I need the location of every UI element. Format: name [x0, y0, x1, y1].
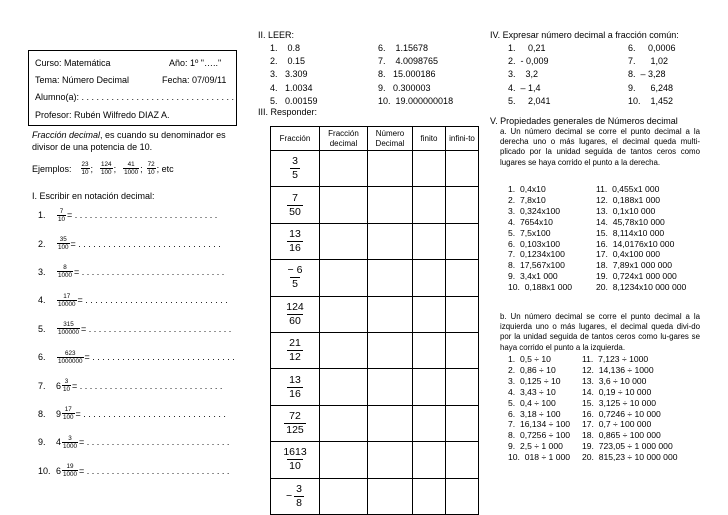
fraction-wrap — [271, 264, 319, 291]
denominator: 10 — [289, 460, 301, 473]
answer-cell[interactable] — [413, 223, 446, 259]
property-b-item: 18. 0,865 ÷ 100 000 — [582, 430, 661, 441]
numerator: 35 — [59, 236, 67, 244]
numerator: 72 — [289, 409, 301, 422]
answer-cell[interactable] — [413, 442, 446, 478]
read-item: 1. 0.8 — [270, 43, 301, 53]
denominator: 16 — [289, 387, 301, 400]
property-b-item: 12. 14,136 ÷ 1000 — [582, 364, 654, 375]
answer-cell[interactable] — [413, 296, 446, 332]
denominator: 1000 — [58, 272, 73, 280]
answer-blank: = . . . . . . . . . . . . . . . . . . . . . . . . . . . . . — [77, 295, 228, 306]
header-box — [28, 50, 237, 126]
exercise-fraction — [57, 293, 77, 308]
table-fraction — [281, 446, 308, 473]
exercise-fraction — [57, 350, 84, 365]
fraction-cell — [271, 151, 320, 187]
read-item: 6. 1.15678 — [378, 43, 429, 53]
date-label: Fecha: 07/09/11 — [162, 75, 227, 85]
table-row — [271, 478, 479, 514]
property-b-item: 10. 018 ÷ 1 000 — [508, 452, 571, 463]
table-fraction — [287, 337, 303, 364]
answer-cell[interactable] — [320, 478, 368, 514]
table-fraction — [290, 155, 300, 182]
property-a-item: 11. 0,455x1 000 — [596, 184, 660, 194]
table-row — [271, 151, 479, 187]
exercise-item — [38, 315, 250, 343]
numerator: 3 — [296, 482, 302, 495]
convert-item: 7. 1,02 — [628, 56, 669, 67]
whole-part: 4 — [56, 437, 62, 448]
answer-cell[interactable] — [368, 442, 413, 478]
answer-cell[interactable] — [320, 223, 368, 259]
property-a-item: 18. 7,89x1 000 000 — [596, 260, 672, 271]
property-a-item: 7. 0,1234x100 — [508, 249, 565, 260]
convert-item: 6. 0,0006 — [628, 43, 676, 53]
answer-cell[interactable] — [446, 223, 479, 259]
answer-cell[interactable] — [320, 405, 368, 441]
section-i-title: I. Escribir en notación decimal: — [32, 191, 155, 201]
exercise-fraction — [62, 406, 75, 421]
fraction-wrap — [271, 155, 319, 182]
answer-cell[interactable] — [368, 223, 413, 259]
exercise-number: 3. — [38, 266, 46, 277]
denominator: 60 — [289, 314, 301, 327]
property-b-item: 17. 0,7 ÷ 100 000 — [582, 419, 652, 430]
numerator: 3 — [64, 378, 69, 386]
convert-item: 5. 2,041 — [508, 95, 551, 106]
denominator: 1000 — [63, 471, 78, 479]
col-header: infini-to — [446, 127, 479, 151]
exercise-number: 8. — [38, 408, 46, 419]
answer-cell[interactable] — [446, 151, 479, 187]
exercise-fraction — [57, 236, 70, 251]
answer-cell[interactable] — [320, 260, 368, 296]
table-fraction — [284, 301, 306, 328]
numerator: 17 — [63, 292, 71, 300]
answer-blank: = . . . . . . . . . . . . . . . . . . . . . . . . . . . . . — [74, 266, 225, 277]
teacher-label: Profesor: Rubén Wilfredo DIAZ A. — [35, 110, 170, 120]
answer-blank: = . . . . . . . . . . . . . . . . . . . . . . . . . . . . . — [72, 380, 223, 391]
property-b-item: 5. 0,4 ÷ 100 — [508, 397, 556, 408]
fraction-cell — [271, 405, 320, 441]
answer-cell[interactable] — [413, 478, 446, 514]
section-ii-right — [378, 42, 453, 108]
numerator: 124 — [286, 300, 304, 313]
answer-blank: = . . . . . . . . . . . . . . . . . . . . . . . . . . . . . — [70, 238, 221, 249]
denominator: 100 — [63, 414, 74, 422]
answer-cell[interactable] — [413, 187, 446, 223]
answer-cell[interactable] — [368, 151, 413, 187]
exercise-item — [38, 201, 250, 229]
fraction-wrap — [271, 228, 319, 255]
table-fraction — [294, 483, 304, 510]
denominator: 5 — [292, 169, 298, 182]
answer-blank: = . . . . . . . . . . . . . . . . . . . . . . . . . . . . . — [79, 437, 230, 448]
numerator: 7 — [59, 207, 64, 215]
fraction-wrap — [271, 446, 319, 473]
exercise-number: 4. — [38, 295, 46, 306]
answer-cell[interactable] — [446, 296, 479, 332]
topic-label: Tema: Número Decimal — [35, 75, 130, 85]
exercise-number: 9. — [38, 437, 46, 448]
answer-cell[interactable] — [368, 260, 413, 296]
property-a-item: 3. 0,324x100 — [508, 205, 561, 216]
table-fraction — [287, 192, 303, 219]
numerator: 21 — [289, 337, 301, 350]
property-a-item: 13. 0,1x10 000 — [596, 205, 656, 216]
exercise-fraction — [62, 435, 78, 450]
exercise-fraction — [57, 264, 73, 279]
whole-part: 9 — [56, 408, 62, 419]
examples-suffix: ; etc — [156, 163, 174, 174]
table-row — [271, 332, 479, 368]
table-row — [271, 260, 479, 296]
numerator: 623 — [65, 349, 76, 357]
answer-cell[interactable] — [413, 260, 446, 296]
property-b-item: 2. 0,86 ÷ 10 — [508, 364, 556, 375]
property-b-item: 1. 0,5 ÷ 10 — [508, 354, 551, 364]
exercise-item — [38, 428, 250, 456]
answer-cell[interactable] — [446, 260, 479, 296]
property-b-item: 7. 16,134 ÷ 100 — [508, 419, 571, 430]
answer-cell[interactable] — [413, 151, 446, 187]
read-item: 5. 0.00159 — [270, 95, 318, 106]
read-item: 4. 1.0034 — [270, 82, 313, 93]
fraction-wrap — [271, 301, 319, 328]
fraction-wrap — [271, 192, 319, 219]
property-a-item: 16. 14,0176x10 000 — [596, 238, 675, 249]
fraction-wrap — [271, 483, 319, 510]
property-a-item: 19. 0,724x1 000 000 — [596, 271, 677, 282]
answer-cell[interactable] — [320, 369, 368, 405]
answer-cell[interactable] — [320, 442, 368, 478]
exercise-fraction — [62, 463, 78, 478]
example-fraction: $\frac{72}{10}$ — [147, 161, 155, 176]
exercise-item — [38, 258, 250, 286]
exercise-fraction — [62, 378, 71, 393]
definition — [32, 129, 247, 153]
answer-cell[interactable] — [446, 478, 479, 514]
fraction-cell — [271, 369, 320, 405]
col-header: Fracción decimal — [320, 127, 368, 151]
property-a-item: 17. 0,4x100 000 — [596, 249, 661, 260]
table-row — [271, 442, 479, 478]
denominator: 8 — [296, 496, 302, 509]
exercise-number: 2. — [38, 238, 46, 249]
numerator: 8 — [63, 264, 67, 272]
exercise-item — [38, 400, 250, 428]
whole-part: 6 — [56, 380, 62, 391]
answer-cell[interactable] — [446, 405, 479, 441]
read-item: 8. 15.000186 — [378, 69, 436, 80]
denominator: 1000 — [63, 442, 78, 450]
exercise-item — [38, 457, 250, 485]
table-fraction — [284, 410, 306, 437]
fraction-wrap — [271, 337, 319, 364]
numerator: 315 — [63, 321, 74, 329]
answer-cell[interactable] — [320, 187, 368, 223]
denominator: 12 — [289, 351, 301, 364]
fraction-cell — [271, 187, 320, 223]
numerator: 7 — [292, 191, 298, 204]
col-header: Número Decimal — [368, 127, 413, 151]
answer-cell[interactable] — [368, 187, 413, 223]
answer-blank: = . . . . . . . . . . . . . . . . . . . . . . . . . . . . . — [84, 352, 235, 363]
property-a-item: 15. 8,114x10 000 — [596, 227, 665, 238]
numerator: 17 — [64, 406, 72, 414]
property-b-item: 4. 3,43 ÷ 10 — [508, 386, 556, 397]
property-a-item: 14. 45,78x10 000 — [596, 216, 665, 227]
example-fraction: $\frac{23}{10}$ — [81, 161, 89, 176]
denominator: 100000 — [58, 329, 80, 337]
definition-text: , es cuando su denominador es divisor de una potencia de 10. — [32, 130, 226, 152]
examples-label: Ejemplos: — [32, 163, 72, 174]
property-b-item: 6. 3,18 ÷ 100 — [508, 408, 561, 419]
read-item: 7. 4.0098765 — [378, 56, 439, 67]
fraction-cell — [271, 478, 320, 514]
answer-cell[interactable] — [320, 296, 368, 332]
whole-part: 6 — [56, 465, 62, 476]
convert-item: 1. 0,21 — [508, 43, 546, 53]
denominator: 5 — [292, 278, 298, 291]
numerator: 13 — [289, 227, 301, 240]
convert-item: 8. – 3,28 — [628, 69, 666, 80]
property-a-item: 10. 0,188x1 000 — [508, 282, 573, 293]
table-row — [271, 296, 479, 332]
answer-cell[interactable] — [320, 332, 368, 368]
convert-item: 2. - 0,009 — [508, 56, 549, 67]
answer-cell[interactable] — [446, 442, 479, 478]
table-row — [271, 187, 479, 223]
exercise-item — [38, 343, 250, 371]
fraction-cell — [271, 332, 320, 368]
exercise-number: 10. — [38, 465, 51, 476]
convert-item: 10. 1,452 — [628, 95, 674, 106]
property-a-item: 6. 0,103x100 — [508, 238, 561, 249]
fraction-cell — [271, 296, 320, 332]
student-label: Alumno(a): . . . . . . . . . . . . . . . . . . . . . . . . . . . . . . . — [35, 92, 235, 102]
property-a-right — [596, 184, 686, 293]
property-a-item: 4. 7654x10 — [508, 216, 553, 227]
fraction-wrap — [271, 410, 319, 437]
section-iv-right — [628, 42, 676, 108]
property-b-item: 3. 0,125 ÷ 10 — [508, 375, 561, 386]
answer-blank: = . . . . . . . . . . . . . . . . . . . . . . . . . . . . . — [81, 323, 232, 334]
answer-blank: = . . . . . . . . . . . . . . . . . . . . . . . . . . . . . — [75, 408, 226, 419]
denominator: 125 — [286, 423, 304, 436]
property-b-left — [508, 354, 570, 463]
answer-cell[interactable] — [368, 405, 413, 441]
answer-cell[interactable] — [413, 332, 446, 368]
numerator: 3 — [292, 155, 298, 168]
section-iv-title: IV. Expresar número decimal a fracción común: — [490, 30, 679, 40]
denominator: 10 — [63, 386, 71, 394]
property-b-item: 15. 3,125 ÷ 10 000 — [582, 397, 657, 408]
property-a-left — [508, 184, 572, 293]
numerator: 19 — [66, 463, 74, 471]
exercise-item — [38, 286, 250, 314]
answer-blank: = . . . . . . . . . . . . . . . . . . . . . . . . . . . . . — [67, 210, 218, 221]
property-a-item: 2. 7,8x10 — [508, 194, 546, 205]
col-header: finito — [413, 127, 446, 151]
minus-sign: − — [286, 490, 293, 503]
answer-cell[interactable] — [368, 478, 413, 514]
answer-cell[interactable] — [368, 369, 413, 405]
course-label: Curso: Matemática — [35, 58, 111, 68]
read-item: 3. 3.309 — [270, 69, 308, 80]
example-fraction: $\frac{124}{100}$ — [101, 161, 112, 176]
denominator: 16 — [289, 241, 301, 254]
fraction-wrap — [271, 374, 319, 401]
numerator: − 6 — [287, 264, 303, 277]
numerator: 3 — [68, 434, 72, 442]
property-b-item: 20. 815,23 ÷ 10 000 000 — [582, 452, 678, 463]
property-a-item: 1. 0,4x10 — [508, 184, 546, 194]
exercise-fraction — [57, 321, 80, 336]
fraction-cell — [271, 260, 320, 296]
convert-item: 3. 3,2 — [508, 69, 539, 80]
section-ii-title: II. LEER: — [258, 30, 295, 40]
property-b-item: 8. 0,7256 ÷ 100 — [508, 430, 571, 441]
property-a-item: 9. 3,4x1 000 — [508, 271, 558, 282]
table-fraction — [286, 264, 305, 291]
table-row — [271, 369, 479, 405]
numerator: 13 — [289, 373, 301, 386]
table-fraction — [287, 228, 303, 255]
property-b-item: 16. 0,7246 ÷ 10 000 — [582, 408, 661, 419]
property-a-item: 5. 7,5x100 — [508, 227, 551, 238]
answer-cell[interactable] — [446, 369, 479, 405]
convert-item: 9. 6,248 — [628, 82, 674, 93]
denominator: 10 — [58, 215, 66, 223]
col-header: Fracción — [271, 127, 320, 151]
fraction-cell — [271, 223, 320, 259]
property-a-item: 12. 0,188x1 000 — [596, 194, 661, 205]
section-i-list — [38, 201, 250, 485]
response-table — [270, 126, 479, 515]
answer-cell[interactable] — [413, 369, 446, 405]
exercise-number: 5. — [38, 323, 46, 334]
answer-cell[interactable] — [320, 151, 368, 187]
exercise-fraction — [57, 208, 66, 223]
property-b-item: 19. 723,05 ÷ 1 000 000 — [582, 441, 673, 452]
read-item: 2. 0.15 — [270, 56, 306, 67]
section-iv-left — [508, 42, 551, 108]
convert-item: 4. – 1,4 — [508, 82, 541, 93]
property-b-text: b. Un número decimal se corre el punto decimal a la izquierda uno o más lugares, el decimal queda divi-do por la unidad seguida de tantos ceros como lu-gares se haya corrido el punto a la izquierda. — [500, 312, 700, 352]
answer-cell[interactable] — [446, 187, 479, 223]
denominator: 50 — [289, 205, 301, 218]
read-item: 9. 0.300003 — [378, 82, 431, 93]
answer-cell[interactable] — [368, 296, 413, 332]
exercise-item — [38, 371, 250, 399]
denominator: 10000 — [58, 300, 76, 308]
exercise-number: 1. — [38, 210, 46, 221]
property-b-right — [582, 354, 678, 463]
answer-cell[interactable] — [368, 332, 413, 368]
answer-cell[interactable] — [413, 405, 446, 441]
property-b-item: 13. 3,6 ÷ 10 000 — [582, 375, 647, 386]
property-b-item: 11. 7,123 ÷ 1000 — [582, 354, 649, 364]
examples-row: Ejemplos: $\frac{23}{10}$ ; $\frac{124}{100}$ ; $\frac{41}{1000}$ ; $\frac{72}{10}$ ; etc — [32, 161, 174, 176]
table-row — [271, 223, 479, 259]
exercise-number: 7. — [38, 380, 46, 391]
answer-cell[interactable] — [446, 332, 479, 368]
table-row — [271, 405, 479, 441]
denominator: 1000000 — [58, 357, 83, 365]
numerator: 1613 — [283, 446, 307, 459]
property-b-item: 9. 2,5 ÷ 1 000 — [508, 441, 563, 452]
exercise-number: 6. — [38, 352, 46, 363]
property-a-item: 8. 17,567x100 — [508, 260, 565, 271]
section-iii-title: III. Responder: — [258, 107, 318, 117]
read-item: 10. 19.000000018 — [378, 95, 454, 106]
example-fraction: $\frac{41}{1000}$ — [124, 161, 139, 176]
property-a-item: 20. 8,1234x10 000 000 — [596, 282, 687, 293]
definition-term: Fracción decimal — [32, 130, 101, 140]
year-label: Año: 1º "….." — [169, 58, 222, 68]
answer-blank: = . . . . . . . . . . . . . . . . . . . . . . . . . . . . . — [79, 465, 230, 476]
exercise-item — [38, 229, 250, 257]
section-v-title: V. Propiedades generales de Números decimal — [490, 116, 678, 126]
fraction-cell — [271, 442, 320, 478]
property-b-item: 14. 0,19 ÷ 10 000 — [582, 386, 652, 397]
denominator: 100 — [58, 244, 69, 252]
property-a-text: a. Un número decimal se corre el punto decimal a la derecha uno o más lugares, el decimal queda multi-plicado por la unidad seguida de tantos ceros como lugares se haya corrido el punto a la derecha. — [500, 127, 700, 167]
table-fraction — [287, 374, 303, 401]
section-ii-left — [270, 42, 318, 108]
